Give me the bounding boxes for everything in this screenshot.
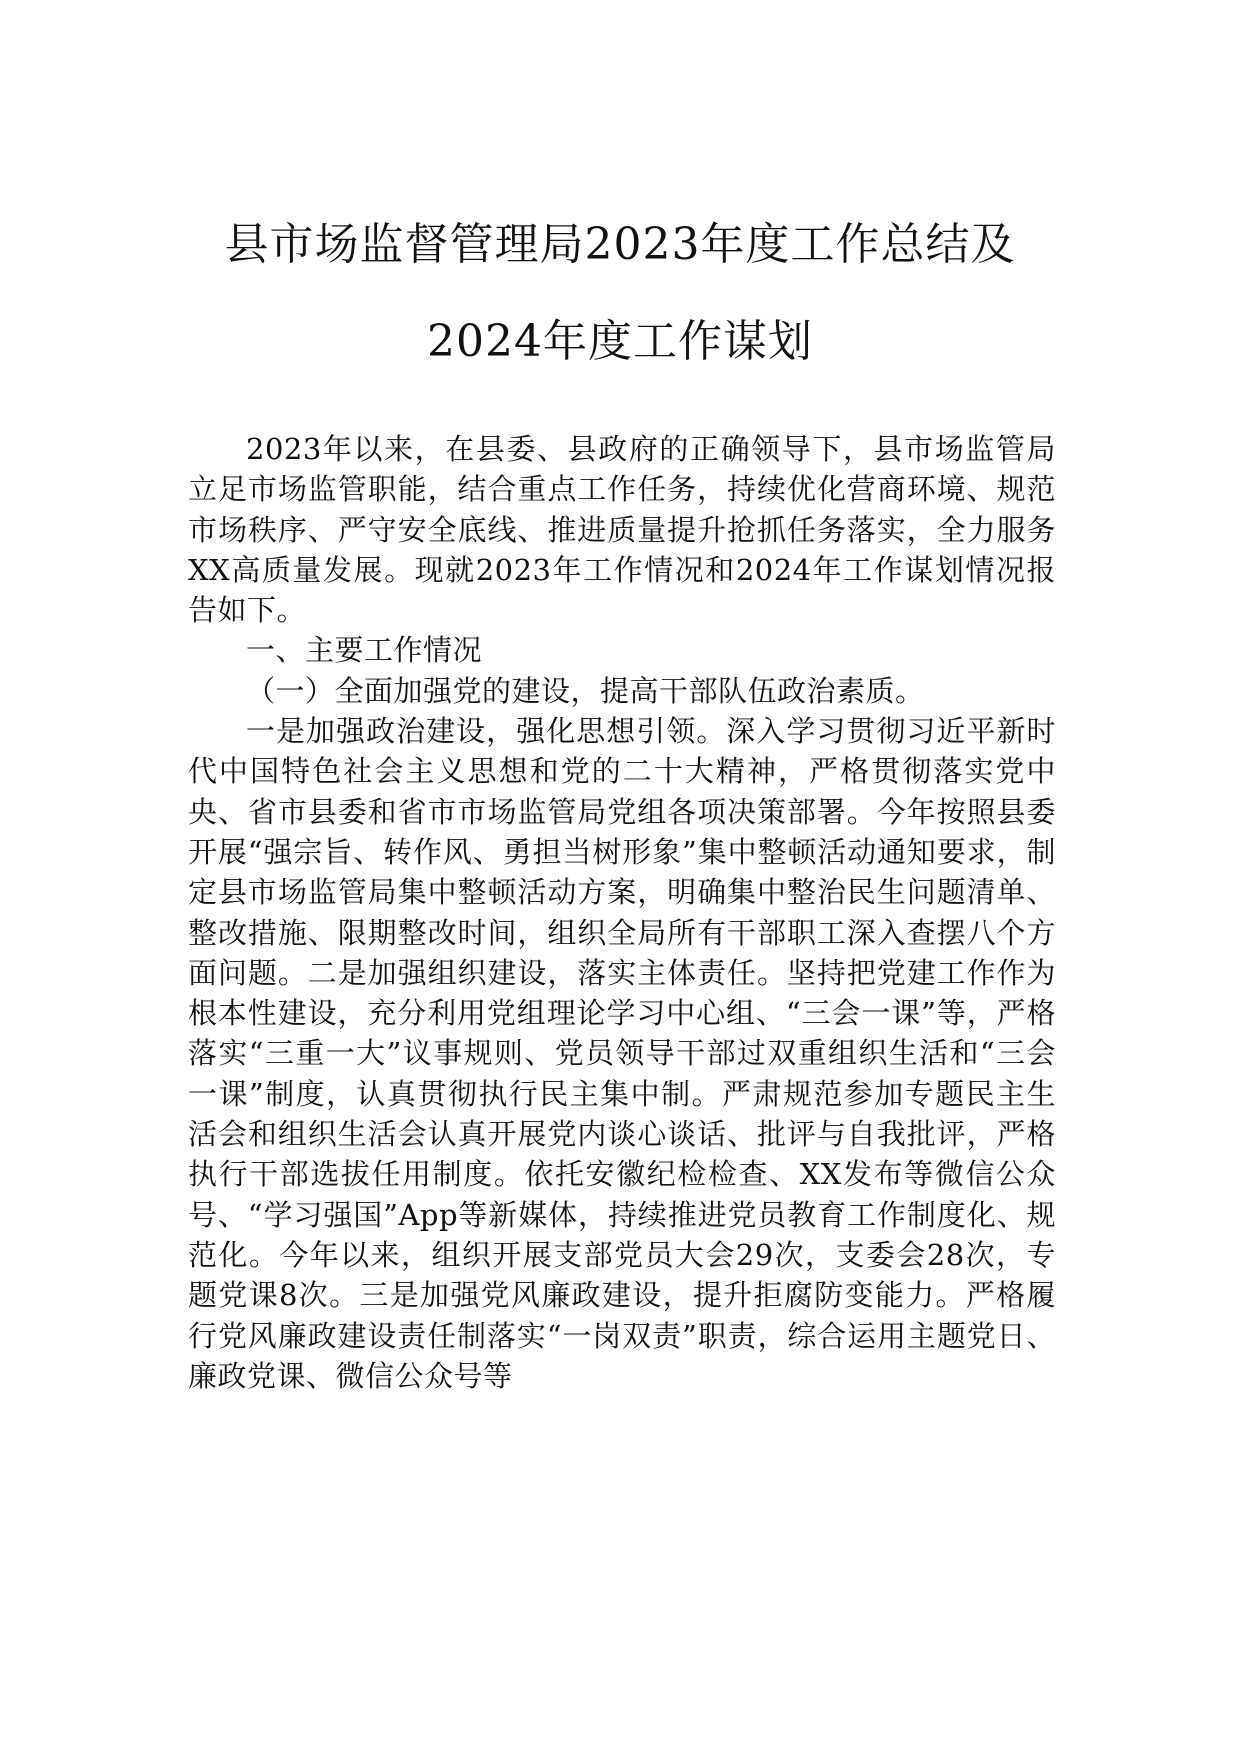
body-paragraph: 一是加强政治建设，强化思想引领。深入学习贯彻习近平新时代中国特色社会主义思想和党的二十大精神，严格贯彻落实党中央、省市县委和省市市场监管局党组各项决策部署。今年按照县委开展“强宗旨、转作风、勇担当树形象”集中整顿活动通知要求，制定县市场监管局集中整顿活动方案，明确集中整治民生问题清单、整改措施、限期整改时间，组织全局所有干部职工深入查摆八个方面问题。二是加强组织建设，落实主体责任。坚持把党建工作作为根本性建设，充分利用党组理论学习中心组、“三会一课”等，严格落实“三重一大”议事规则、党员领导干部过双重组织生活和“三会一课”制度，认真贯彻执行民主集中制。严肃规范参加专题民主生活会和组织生活会认真开展党内谈心谈话、批评与自我批评，严格执行干部选拔任用制度。依托安徽纪检检查、XX发布等微信公众号、“学习强国”App等新媒体，持续推进党员教育工作制度化、规范化。今年以来，组织开展支部党员大会29次，支委会28次，专题党课8次。三是加强党风廉政建设，提升拒腐防变能力。严格履行党风廉政建设责任制落实“一岗双责”职责，综合运用主题党日、廉政党课、微信公众号等 <box>188 714 1056 1393</box>
section-heading: 一、主要工作情况 <box>246 633 483 668</box>
document-title-line-1: 县市场监督管理局2023年度工作总结及 <box>224 219 1016 270</box>
document-title-line-2: 2024年度工作谋划 <box>427 316 813 367</box>
intro-paragraph: 2023年以来，在县委、县政府的正确领导下，县市场监管局立足市场监管职能，结合重点工作任务，持续优化营商环境、规范市场秩序、严守安全底线、推进质量提升抢抓任务落实，全力服务XX高质量发展。现就2023年工作情况和2024年工作谋划情况报告如下。 <box>188 432 1056 628</box>
document-body <box>188 429 1056 1396</box>
subsection-heading: （一）全面加强党的建设，提高干部队伍政治素质。 <box>246 673 925 708</box>
